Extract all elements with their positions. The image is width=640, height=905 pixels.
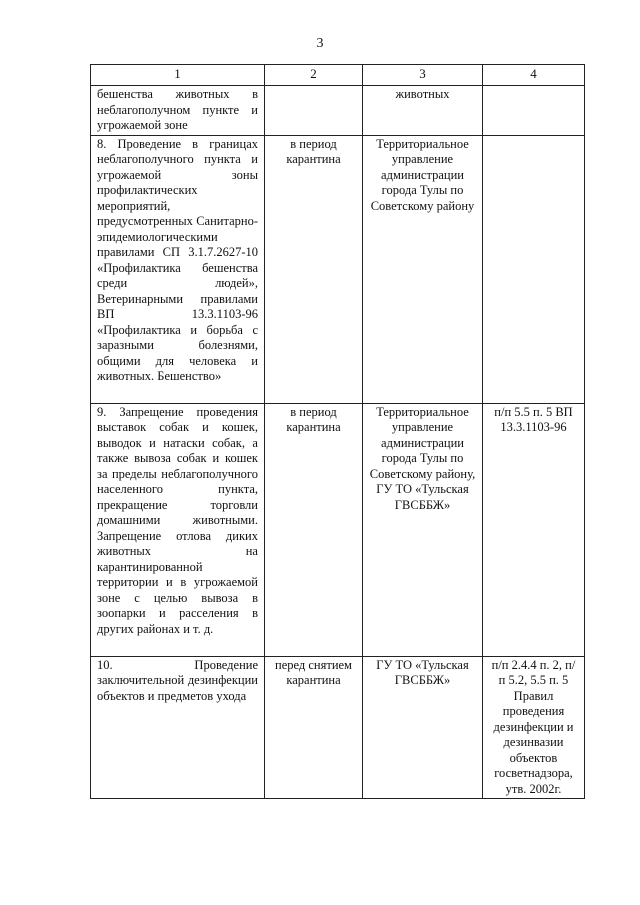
basis-cell: [483, 86, 585, 136]
table-header-row: [91, 65, 585, 86]
basis-cell: [483, 135, 585, 403]
table-row: [91, 403, 585, 656]
responsible-cell: Территориальное управление администрации города Тулы по Советскому району, ГУ ТО «Тульская ГВСББЖ»: [363, 403, 483, 656]
responsible-cell: Территориальное управление администрации города Тулы по Советскому району: [363, 135, 483, 403]
column-header-4: 4: [483, 65, 585, 86]
period-cell: [265, 86, 363, 136]
column-header-2: 2: [265, 65, 363, 86]
period-cell: перед снятием карантина: [265, 656, 363, 799]
basis-cell: п/п 2.4.4 п. 2, п/п 5.2, 5.5 п. 5 Правил проведения дезинфекции и дезинвазии объектов госветнадзора, утв. 2002г.: [483, 656, 585, 799]
period-cell: в период карантина: [265, 135, 363, 403]
column-header-1: 1: [91, 65, 265, 86]
page-number: 3: [316, 36, 324, 51]
measure-cell: бешенства животных в неблагополучном пункте и угрожаемой зоне: [91, 86, 265, 136]
column-header-3: 3: [363, 65, 483, 86]
responsible-cell: животных: [363, 86, 483, 136]
table-row: [91, 86, 585, 136]
table-row: [91, 135, 585, 403]
period-cell: в период карантина: [265, 403, 363, 656]
measures-table: [90, 64, 585, 799]
measure-cell: 8. Проведение в границах неблагополучного пункта и угрожаемой зоны профилактических мероприятий, предусмотренных Санитарно-эпидемиологическими правилами СП 3.1.7.2627-10 «Профилактика бешенства среди людей», Ветеринарными правилами ВП 13.3.1103-96 «Профилактика и борьба с заразными болезнями, общими для человека и животных. Бешенство»: [91, 135, 265, 403]
basis-cell: п/п 5.5 п. 5 ВП 13.3.1103-96: [483, 403, 585, 656]
measure-cell: 10. Проведение заключительной дезинфекции объектов и предметов ухода: [91, 656, 265, 799]
responsible-cell: ГУ ТО «Тульская ГВСББЖ»: [363, 656, 483, 799]
table-row: [91, 656, 585, 799]
measure-cell: 9. Запрещение проведения выставок собак и кошек, выводок и натаски собак, а также вывоза собак и кошек за пределы неблагополучного населенного пункта, прекращение торговли домашними животными. Запрещение отлова диких животных на карантинированной территории и в угрожаемой зоне с целью вывоза в зоопарки и расселения в других районах и т. д.: [91, 403, 265, 656]
